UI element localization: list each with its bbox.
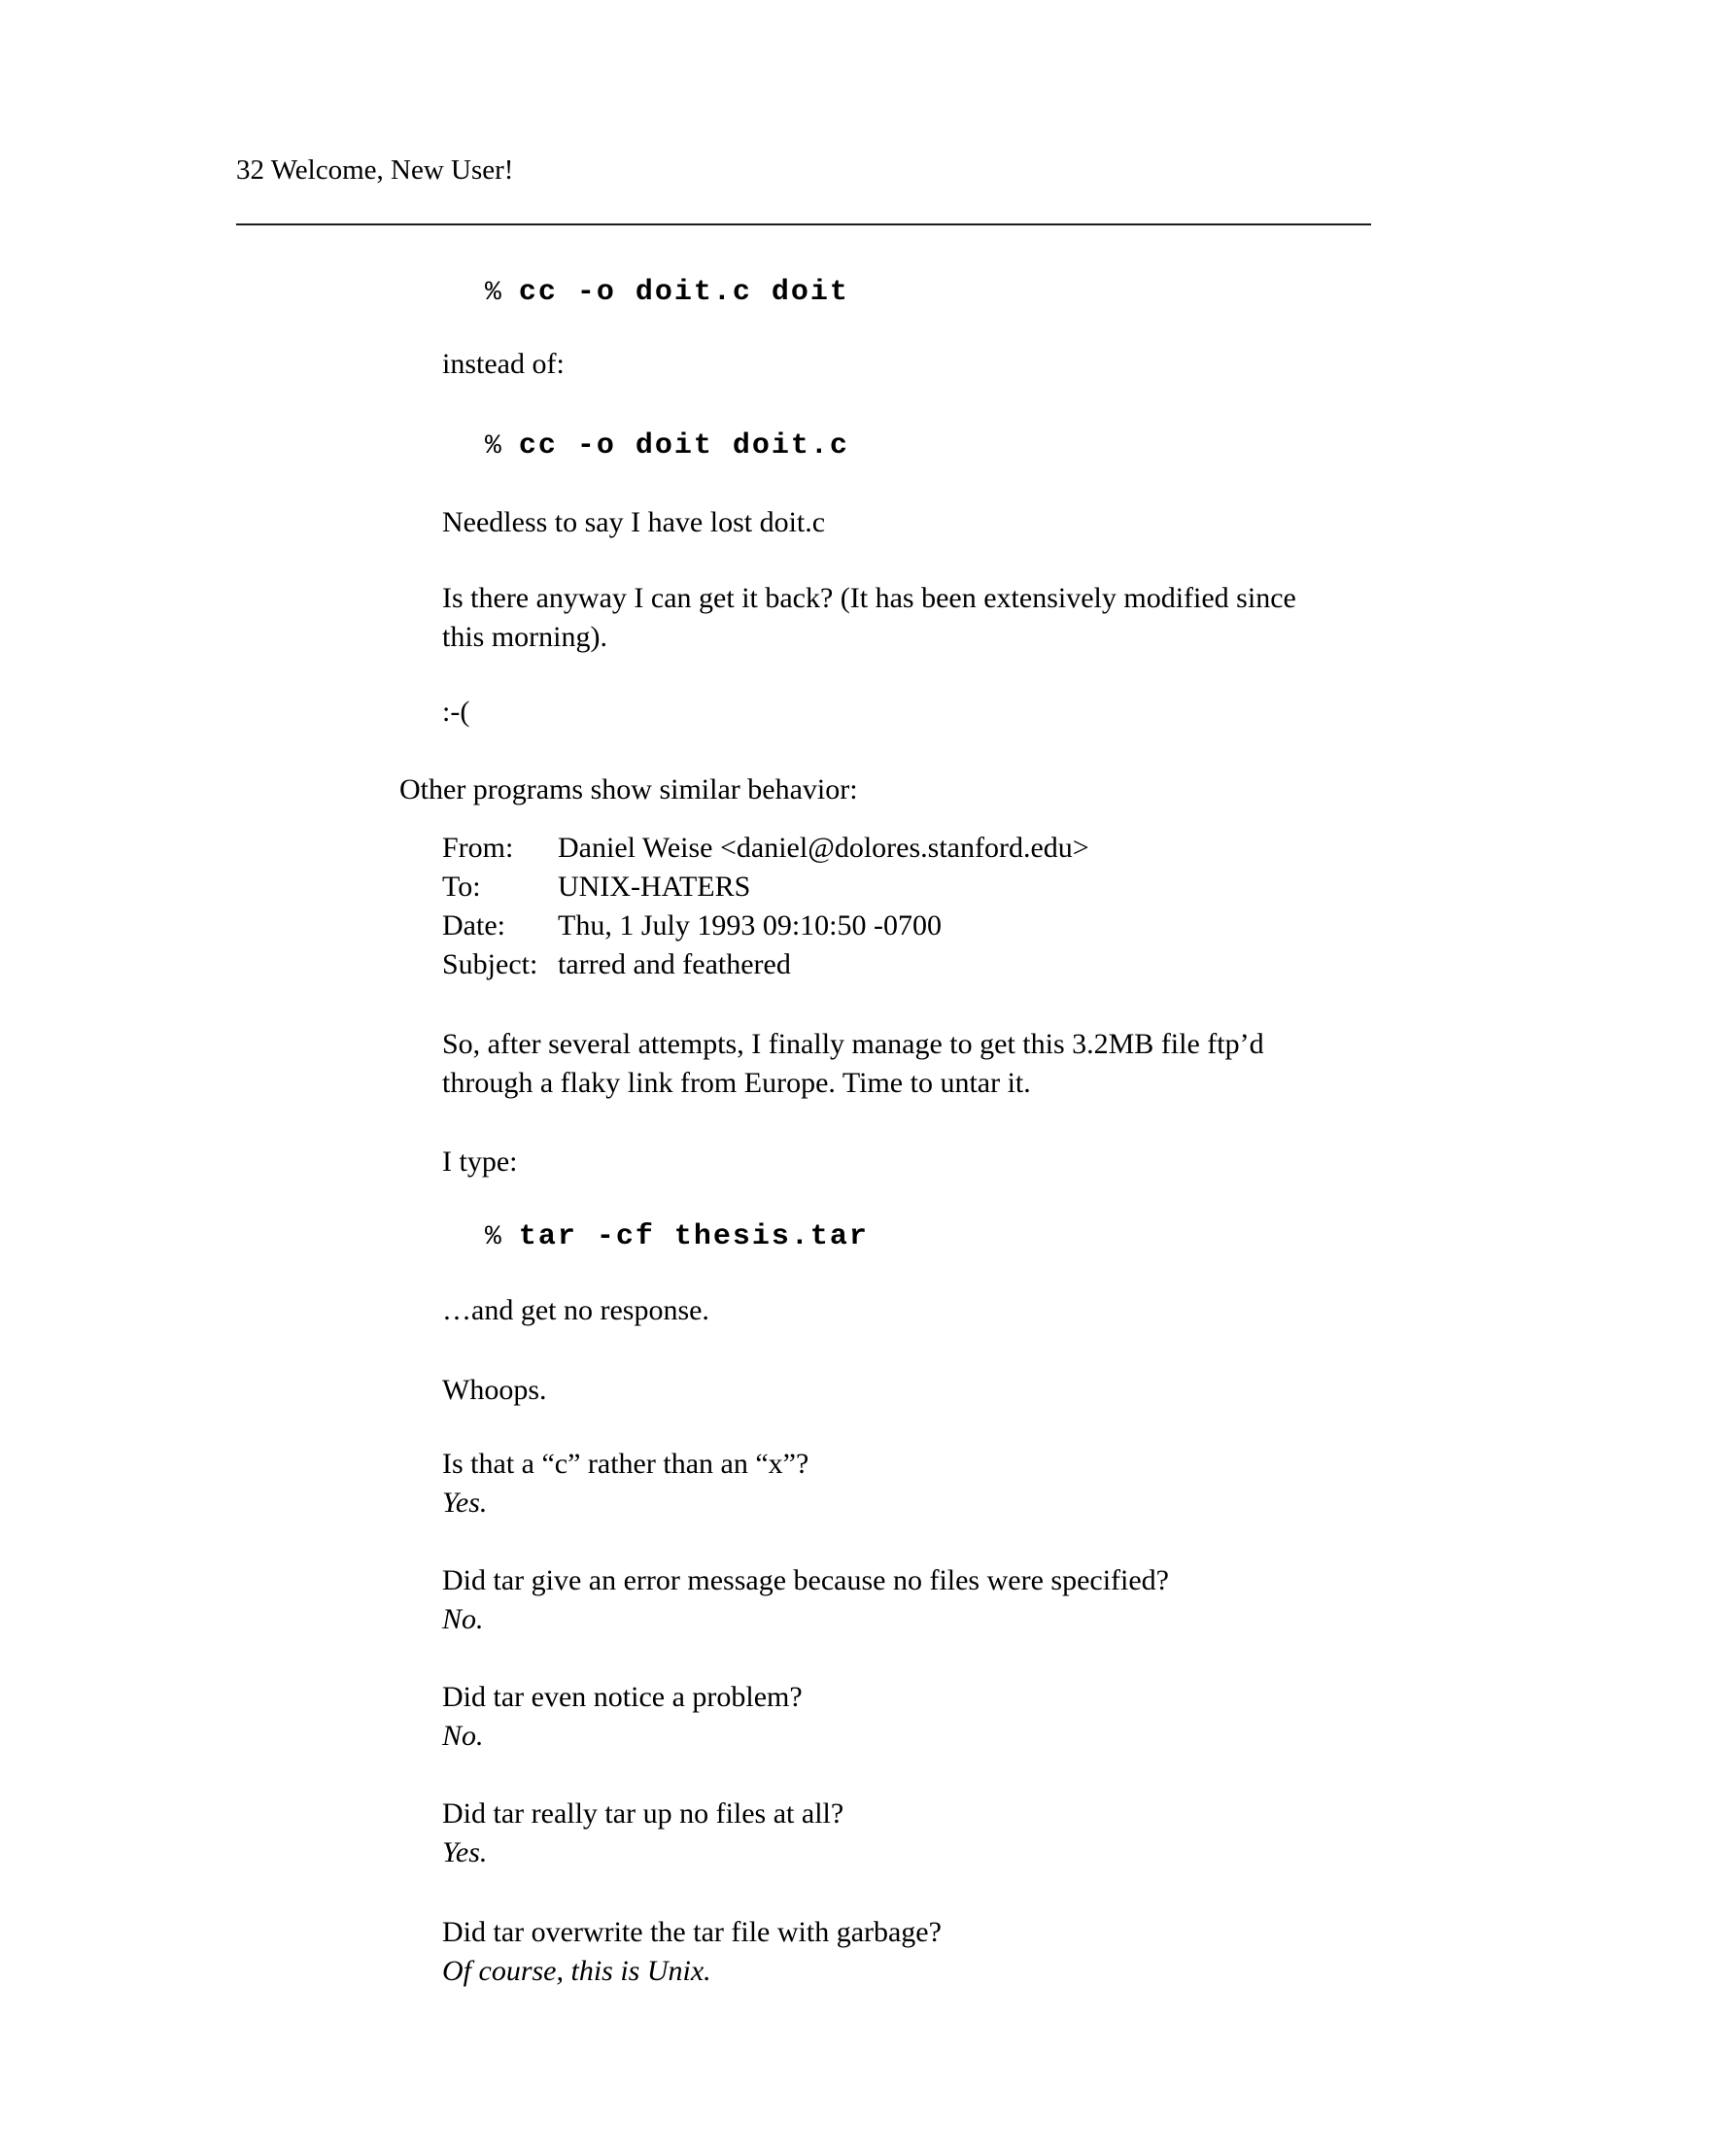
- running-header: 32 Welcome, New User!: [236, 154, 514, 186]
- code-block-tar: [485, 1217, 1719, 1257]
- email-field-label: Subject:: [442, 948, 538, 980]
- email-field-value: Thu, 1 July 1993 09:10:50 -0700: [558, 909, 942, 941]
- paragraph-needless: Needless to say I have lost doit.c: [442, 506, 826, 538]
- paragraph-whoops: Whoops.: [442, 1374, 547, 1406]
- qa-pair-error-message: [442, 1561, 1326, 1639]
- email-field-label: Date:: [442, 909, 505, 941]
- paragraph-no-response: …and get no response.: [442, 1294, 709, 1326]
- qa-answer: Yes.: [442, 1487, 488, 1519]
- header-rule: [236, 223, 1371, 225]
- qa-pair-c-vs-x: [442, 1445, 1326, 1523]
- qa-question: Did tar give an error message because no files were specified?: [442, 1564, 1169, 1596]
- email-header: [442, 829, 1719, 984]
- qa-pair-notice-problem: [442, 1678, 1326, 1756]
- qa-pair-no-files: [442, 1795, 1326, 1872]
- code-block-cc-correct: [485, 427, 1719, 466]
- qa-answer: Of course, this is Unix.: [442, 1955, 711, 1987]
- qa-answer: No.: [442, 1603, 484, 1635]
- paragraph-get-it-back: Is there anyway I can get it back? (It has been extensively modified since this morning).: [442, 582, 1296, 653]
- email-field-value: UNIX-HATERS: [558, 871, 751, 903]
- qa-answer: Yes.: [442, 1836, 488, 1868]
- shell-command: tar -cf thesis.tar: [518, 1220, 869, 1253]
- email-field-label: To:: [442, 871, 481, 903]
- page-content: [0, 255, 1719, 1991]
- paragraph-instead-of: instead of:: [442, 348, 565, 380]
- paragraph-other-programs: Other programs show similar behavior:: [399, 773, 858, 805]
- shell-prompt: %: [485, 431, 503, 462]
- qa-question: Did tar even notice a problem?: [442, 1681, 803, 1713]
- email-field-to: [442, 868, 1719, 907]
- shell-command: cc -o doit.c doit: [518, 276, 849, 309]
- shell-prompt: %: [485, 1222, 503, 1252]
- email-field-date: [442, 907, 1719, 945]
- qa-question: Did tar overwrite the tar file with garbage?: [442, 1916, 942, 1948]
- code-block-cc-wrong: [485, 273, 1719, 313]
- email-field-label: From:: [442, 832, 514, 864]
- email-field-value: Daniel Weise <daniel@dolores.stanford.edu>: [558, 832, 1089, 864]
- email-field-from: [442, 829, 1719, 868]
- email-field-subject: [442, 945, 1719, 984]
- paragraph-so-after: So, after several attempts, I finally manage to get this 3.2MB file ftp’d through a flaky link from Europe. Time to untar it.: [442, 1028, 1264, 1099]
- email-field-value: tarred and feathered: [558, 948, 791, 980]
- paragraph-i-type: I type:: [442, 1146, 518, 1178]
- qa-question: Did tar really tar up no files at all?: [442, 1797, 844, 1830]
- paragraph-frown-emoticon: :-(: [442, 696, 470, 728]
- shell-prompt: %: [485, 278, 503, 308]
- shell-command: cc -o doit doit.c: [518, 429, 849, 462]
- qa-answer: No.: [442, 1720, 484, 1752]
- qa-pair-overwrite-garbage: [442, 1913, 1326, 1991]
- qa-question: Is that a “c” rather than an “x”?: [442, 1448, 809, 1480]
